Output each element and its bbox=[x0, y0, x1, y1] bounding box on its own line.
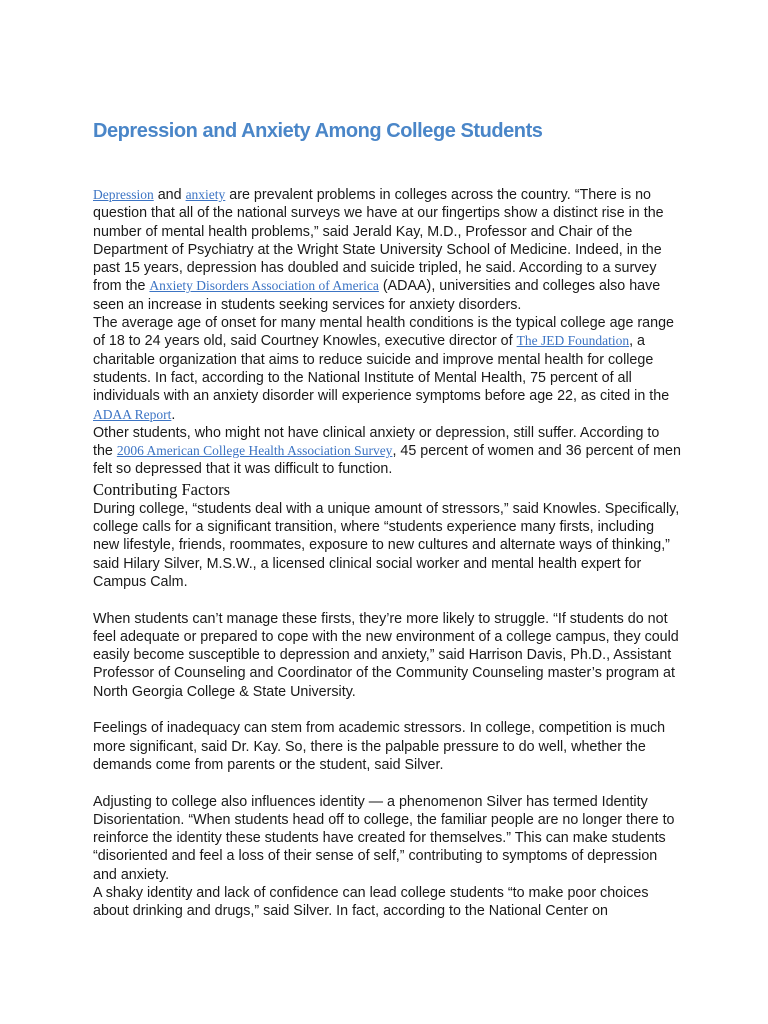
link-anxiety[interactable]: anxiety bbox=[185, 187, 226, 202]
article-body bbox=[93, 186, 683, 921]
paragraph-1 bbox=[93, 186, 683, 314]
paragraph-4: During college, “students deal with a unique amount of stressors,” said Knowles. Specifically, college calls for a significant transition, where “students experience many firsts, including new lifestyle, friends, roommates, exposure to new cultures and alternate ways of thinking,” said Hilary Silver, M.S.W., a licensed clinical social worker and mental health expert for Campus Calm. bbox=[93, 500, 680, 590]
link-jed-foundation[interactable]: The JED Foundation bbox=[516, 333, 630, 349]
subheading-contributing-factors: Contributing Factors bbox=[93, 479, 231, 499]
paragraph-2-text-1: The average age of onset for many mental health conditions is the typical college age range of 18 to 24 years old, said Courtney Knowles, executive director of bbox=[93, 315, 674, 350]
link-adaa[interactable]: Anxiety Disorders Association of America bbox=[149, 278, 379, 294]
link-acha-survey[interactable]: 2006 American College Health Association Survey bbox=[116, 443, 393, 459]
paragraph-1-text-3: (ADAA), universities and colleges also have seen an increase in students seeking services for anxiety disorders. bbox=[93, 278, 661, 313]
paragraph-2-text-3: . bbox=[171, 406, 176, 423]
paragraph-2-text-2: , a charitable organization that aims to reduce suicide and improve mental health for college students. In fact, according to the National Institute of Mental Health, 75 percent of all individuals with an anxiety disorder will experience symptoms before age 22, as cited in the bbox=[93, 333, 670, 405]
page-title: Depression and Anxiety Among College Students bbox=[93, 120, 543, 142]
paragraph-7: Adjusting to college also influences identity — a phenomenon Silver has termed Identity Disorientation. “When students head off to college, the familiar people are no longer there to reinforce the identity these students have created for themselves.” This can make students “disoriented and feel a loss of their sense of self,” contributing to symptoms of depression and anxiety. bbox=[93, 793, 675, 883]
paragraph-3-text-1: Other students, who might not have clinical anxiety or depression, still suffer. According to the bbox=[93, 424, 660, 460]
paragraph-1-text-2: are prevalent problems in colleges across the country. “There is no question that all of the national surveys we have at our fingertips show a distinct rise in the number of mental health problems,” said Jerald Kay, M.D., Professor and Chair of the Department of Psychiatry at the Wright State University School of Medicine. Indeed, in the past 15 years, depression has doubled and suicide tripled, he said. According to a survey from the bbox=[93, 187, 664, 295]
paragraph-2 bbox=[93, 314, 683, 424]
paragraph-3-text-2: , 45 percent of women and 36 percent of men felt so depressed that it was difficult to function. bbox=[93, 443, 681, 478]
paragraph-3 bbox=[93, 424, 683, 479]
paragraph-5: When students can’t manage these firsts, they’re more likely to struggle. “If students do not feel adequate or prepared to cope with the new environment of a college campus, they could easily become susceptible to depression and anxiety,” said Harrison Davis, Ph.D., Assistant Professor of Counseling and Coordinator of the Community Counseling master’s program at North Georgia College & State University. bbox=[93, 610, 679, 700]
link-adaa-report[interactable]: ADAA Report bbox=[93, 406, 172, 422]
link-depression[interactable]: Depression bbox=[93, 187, 154, 202]
paragraph-1-text-1: and bbox=[153, 187, 186, 203]
paragraph-8: A shaky identity and lack of confidence can lead college students “to make poor choices about drinking and drugs,” said Silver. In fact, according to the National Center on bbox=[93, 884, 649, 920]
paragraph-6: Feelings of inadequacy can stem from academic stressors. In college, competition is much more significant, said Dr. Kay. So, there is the palpable pressure to do well, whether the demands come from parents or the student, said Silver. bbox=[93, 720, 666, 773]
